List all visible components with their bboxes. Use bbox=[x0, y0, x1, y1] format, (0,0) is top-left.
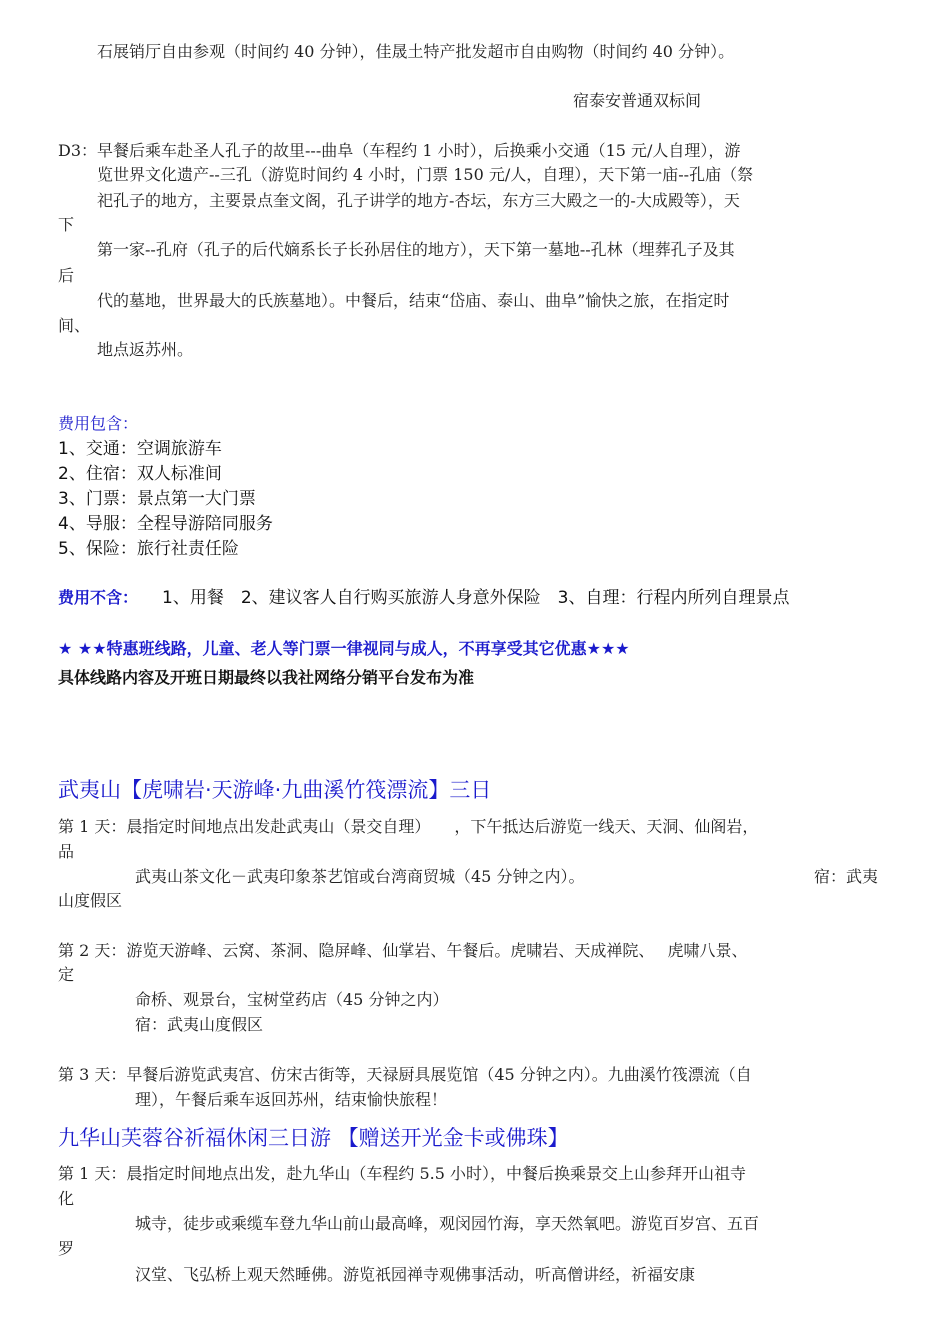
d3-line-5: 代的墓地，世界最大的氏族墓地）。中餐后，结束“岱庙、泰山、曲阜”愉快之旅，在指定时 bbox=[97, 291, 730, 310]
d3-line-2: 览世界文化遗产--三孔（游览时间约 4 小时，门票 150 元/人，自理），天下第一庙--孔庙（祭 bbox=[97, 165, 754, 184]
d3-line-1: D3：早餐后乘车赴圣人孔子的故里---曲阜（车程约 1 小时），后换乘小交通（15 元/人自理），游 bbox=[58, 141, 741, 160]
wuyi-title: 武夷山【虎啸岩·天游峰·九曲溪竹筏漂流】三日 bbox=[58, 778, 492, 802]
jiuhua-line-2: 城寺，徒步或乘缆车登九华山前山最高峰，观闵园竹海，享天然氧吧。游览百岁宫、五百 bbox=[135, 1214, 760, 1233]
wuyi-d1-line-1-wrap: 品 bbox=[58, 842, 75, 861]
jiuhua-line-1-wrap: 化 bbox=[58, 1189, 75, 1208]
d3-line-3-wrap: 下 bbox=[58, 215, 75, 234]
wuyi-d2-line-3: 宿：武夷山度假区 bbox=[135, 1015, 264, 1034]
wuyi-d2-line-1-wrap: 定 bbox=[58, 965, 75, 984]
special-notice: ★ ★★特惠班线路，儿童、老人等门票一律视同与成人，不再享受其它优惠★★★ bbox=[58, 639, 630, 658]
wuyi-d2-line-2: 命桥、观景台，宝树堂药店（45 分钟之内） bbox=[135, 990, 449, 1009]
excluded-title: 费用不含： bbox=[58, 588, 139, 607]
d3-line-6: 地点返苏州。 bbox=[97, 340, 194, 359]
included-item: 3、门票：景点第一大门票 bbox=[58, 489, 256, 509]
top-line: 石展销厅自由参观（时间约 40 分钟），佳晟土特产批发超市自由购物（时间约 40 分钟）。 bbox=[97, 42, 735, 61]
d3-line-5-wrap: 间、 bbox=[58, 316, 91, 335]
jiuhua-line-2-wrap: 罗 bbox=[58, 1239, 75, 1258]
included-item: 5、保险：旅行社责任险 bbox=[58, 539, 239, 559]
wuyi-d1-stay-wrap: 山度假区 bbox=[58, 891, 123, 910]
wuyi-d1-line-1: 第 1 天：晨指定时间地点出发赴武夷山（景交自理） ，下午抵达后游览一线天、天洞、仙阁岩， bbox=[58, 817, 759, 836]
d3-line-3: 祀孔子的地方，主要景点奎文阁，孔子讲学的地方-杏坛，东方三大殿之一的-大成殿等），天 bbox=[97, 191, 740, 210]
jiuhua-title: 九华山芙蓉谷祈福休闲三日游 【赠送开光金卡或佛珠】 bbox=[58, 1126, 569, 1150]
stay-note: 宿泰安普通双标间 bbox=[573, 91, 702, 110]
wuyi-d3-line-1: 第 3 天：早餐后游览武夷宫、仿宋古街等，天禄厨具展览馆（45 分钟之内）。九曲溪竹筏漂流（自 bbox=[58, 1065, 752, 1084]
final-notice: 具体线路内容及开班日期最终以我社网络分销平台发布为准 bbox=[58, 668, 475, 687]
included-item: 1、交通：空调旅游车 bbox=[58, 439, 222, 459]
d3-line-4-wrap: 后 bbox=[58, 266, 75, 285]
d3-line-4: 第一家--孔府（孔子的后代嫡系长子长孙居住的地方），天下第一墓地--孔林（埋葬孔子及其 bbox=[97, 240, 735, 259]
included-title: 费用包含： bbox=[58, 414, 139, 433]
wuyi-d2-line-1: 第 2 天：游览天游峰、云窝、茶洞、隐屏峰、仙掌岩、午餐后。虎啸岩、天成禅院、 虎啸八景、 bbox=[58, 941, 748, 960]
wuyi-d3-line-2: 理），午餐后乘车返回苏州，结束愉快旅程！ bbox=[135, 1090, 448, 1109]
wuyi-d1-line-2: 武夷山茶文化－武夷印象茶艺馆或台湾商贸城（45 分钟之内）。 bbox=[135, 867, 585, 886]
excluded-text: 1、用餐 2、建议客人自行购买旅游人身意外保险 3、自理：行程内所列自理景点 bbox=[162, 588, 790, 608]
included-item: 4、导服：全程导游陪同服务 bbox=[58, 514, 273, 534]
wuyi-d1-stay: 宿：武夷 bbox=[814, 867, 879, 886]
jiuhua-line-3: 汉堂、飞弘桥上观天然睡佛。游览祇园禅寺观佛事活动，听高僧讲经，祈福安康 bbox=[135, 1265, 696, 1284]
jiuhua-line-1: 第 1 天：晨指定时间地点出发，赴九华山（车程约 5.5 小时），中餐后换乘景交上山参拜开山祖寺 bbox=[58, 1164, 746, 1183]
included-item: 2、住宿：双人标准间 bbox=[58, 464, 222, 484]
